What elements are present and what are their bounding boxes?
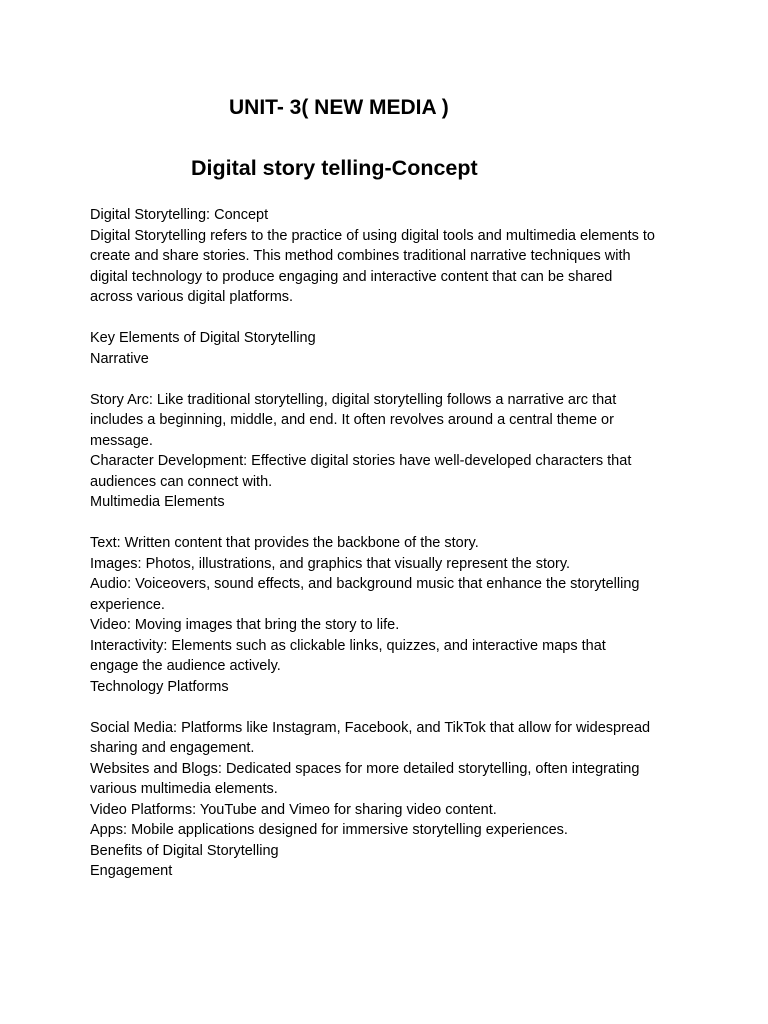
text-line: Video: Moving images that bring the story to life. [90,617,400,633]
text-line: Websites and Blogs: Dedicated spaces for more detailed storytelling, often integrating [90,760,640,777]
text-line: Text: Written content that provides the backbone of the story. [90,535,479,551]
blank-line [90,513,690,534]
text-line: audiences can connect with. [90,473,273,490]
unit-title: UNIT- 3( NEW MEDIA ) [229,96,449,119]
text-line: create and share stories. This method combines traditional narrative techniques with [90,248,631,264]
text-line: digital technology to produce engaging and interactive content that can be shared [90,268,613,285]
text-line: includes a beginning, middle, and end. It often revolves around a central theme or [90,412,614,428]
blank-line [90,697,690,718]
blank-line [90,369,690,390]
subsection-heading: Multimedia Elements [90,494,225,510]
text-line: various multimedia elements. [90,781,278,797]
text-line: Audio: Voiceovers, sound effects, and background music that enhance the storytelling [90,576,640,592]
text-line: engage the audience actively. [90,658,281,674]
document-body [90,205,690,882]
text-line: Social Media: Platforms like Instagram, Facebook, and TikTok that allow for widespread [90,719,651,736]
blank-line [90,308,690,329]
section-heading: Benefits of Digital Storytelling [90,842,279,859]
text-line: Digital Storytelling refers to the practice of using digital tools and multimedia elements to [90,227,655,244]
subsection-heading: Engagement [90,863,173,879]
text-line: sharing and engagement. [90,740,255,756]
text-line: Digital Storytelling: Concept [90,207,269,223]
text-line: Story Arc: Like traditional storytelling, digital storytelling follows a narrative arc that [90,391,617,408]
text-line: experience. [90,596,165,613]
text-line: Interactivity: Elements such as clickable links, quizzes, and interactive maps that [90,637,606,654]
text-line: Apps: Mobile applications designed for immersive storytelling experiences. [90,822,568,838]
text-line: Images: Photos, illustrations, and graphics that visually represent the story. [90,555,571,572]
text-line: Video Platforms: YouTube and Vimeo for sharing video content. [90,801,497,818]
page-title: Digital story telling-Concept [191,156,478,180]
section-heading: Key Elements of Digital Storytelling [90,330,316,346]
text-line: across various digital platforms. [90,289,294,305]
text-line: message. [90,432,153,449]
text-line: Character Development: Effective digital stories have well-developed characters that [90,453,632,469]
subsection-heading: Narrative [90,350,149,367]
subsection-heading: Technology Platforms [90,678,229,695]
